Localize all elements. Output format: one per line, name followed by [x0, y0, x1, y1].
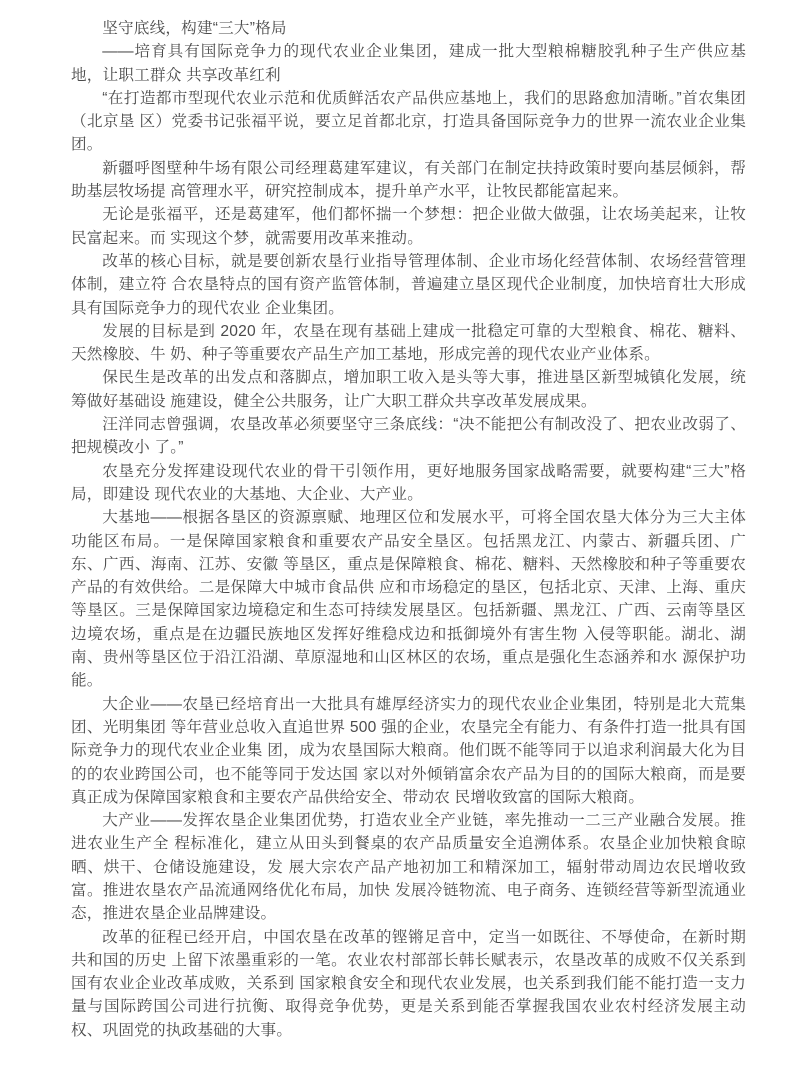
- paragraph: 改革的核心目标，就是要创新农垦行业指导管理体制、企业市场化经营体制、农场经营管理体制，建立符 合农垦特点的国有资产监管体制，普遍建立垦区现代企业制度，加快培育壮大形成具有国际竞争力的现代农业 企业集团。: [71, 252, 746, 317]
- paragraph-big-enterprise: 大企业——农垦已经培育出一大批具有雄厚经济实力的现代农业企业集团，特别是北大荒集团、光明集团 等年营业总收入直追世界 500 强的企业，农垦完全有能力、有条件打造一批具有国际竞争力的现代农业企业集 团，成为农垦国际大粮商。他们既不能等同于以追求利润最大化为目的的农业跨国公司，也不能等同于发达国 家以对外倾销富余农产品为目的的国际大粮商，而是要真正成为保障国家粮食和主要农产品供给安全、带动农 民增收致富的国际大粮商。: [71, 695, 746, 806]
- section-heading: 坚守底线，构建“三大”格局: [102, 20, 287, 37]
- paragraph: 无论是张福平，还是葛建军，他们都怀揣一个梦想：把企业做大做强，让农场美起来，让牧民富起来。而 实现这个梦，就需要用改革来推动。: [71, 206, 746, 247]
- paragraph-big-industry: 大产业——发挥农垦企业集团优势，打造农业全产业链，率先推动一二三产业融合发展。推进农业生产全 程标准化，建立从田头到餐桌的农产品质量安全追溯体系。农垦企业加快粮食晾晒、烘干、仓储设施建设，发 展大宗农产品产地初加工和精深加工，辐射带动周边农民增收致富。推进农垦农产品流通网络优化布局，加快 发展冷链物流、电子商务、连锁经营等新型流通业态，推进农垦企业品牌建设。: [71, 812, 746, 923]
- paragraph-conclusion: 改革的征程已经开启，中国农垦在改革的铿锵足音中，定当一如既往、不辱使命，在新时期共和国的历史 上留下浓墨重彩的一笔。农业农村部部长韩长赋表示，农垦改革的成败不仅关系到国有农业企业改革成败，关系到 国家粮食安全和现代农业发展，也关系到我们能不能打造一支力量与国际跨国公司进行抗衡、取得竞争优势，更是关系到能否掌握我国农业农村经济发展主动权、巩固党的执政基础的大事。: [71, 928, 746, 1039]
- paragraph-big-base: 大基地——根据各垦区的资源禀赋、地理区位和发展水平，可将全国农垦大体分为三大主体功能区布局。一是保障国家粮食和重要农产品安全垦区。包括黑龙江、内蒙古、新疆兵团、广东、广西、海南、江苏、安徽 等垦区，重点是保障粮食、棉花、糖料、天然橡胶和种子等重要农产品的有效供给。二是保障大中城市食品供 应和市场稳定的垦区，包括北京、天津、上海、重庆等垦区。三是保障国家边境稳定和生态可持续发展垦区。包括新疆、黑龙江、广西、云南等垦区边境农场，重点是在边疆民族地区发挥好维稳戍边和抵御境外有害生物 入侵等职能。湖北、湖南、贵州等垦区位于沿江沿湖、草原湿地和山区林区的农场，重点是强化生态涵养和水 源保护功能。: [71, 509, 746, 690]
- paragraph: 新疆呼图壁种牛场有限公司经理葛建军建议，有关部门在制定扶持政策时要向基层倾斜，帮助基层牧场提 高管理水平，研究控制成本，提升单产水平，让牧民都能富起来。: [71, 159, 746, 201]
- paragraph: 发展的目标是到 2020 年，农垦在现有基础上建成一批稳定可靠的大型粮食、棉花、糖料、天然橡胶、牛 奶、种子等重要农产品生产加工基地，形成完善的现代农业产业体系。: [71, 322, 746, 364]
- paragraph: “在打造都市型现代农业示范和优质鲜活农产品供应基地上，我们的思路愈加清晰。”首农集团（北京垦 区）党委书记张福平说，要立足首都北京，打造具备国际竞争力的世界一流农业企业集团。: [71, 89, 746, 154]
- paragraph: 农垦充分发挥建设现代农业的骨干引领作用，更好地服务国家战略需要，就要构建“三大”格局，即建设 现代农业的大基地、大企业、大产业。: [71, 462, 746, 503]
- paragraph: 汪洋同志曾强调，农垦改革必须要坚守三条底线：“决不能把公有制改没了、把农业改弱了、把规模改小 了。”: [71, 416, 746, 457]
- paragraph-subtitle: ——培育具有国际竞争力的现代农业企业集团，建成一批大型粮棉糖胶乳种子生产供应基地，让职工群众 共享改革红利: [71, 43, 746, 84]
- paragraph: 保民生是改革的出发点和落脚点，增加职工收入是头等大事，推进垦区新型城镇化发展，统筹做好基础设 施建设，健全公共服务，让广大职工群众共享改革发展成果。: [71, 369, 746, 410]
